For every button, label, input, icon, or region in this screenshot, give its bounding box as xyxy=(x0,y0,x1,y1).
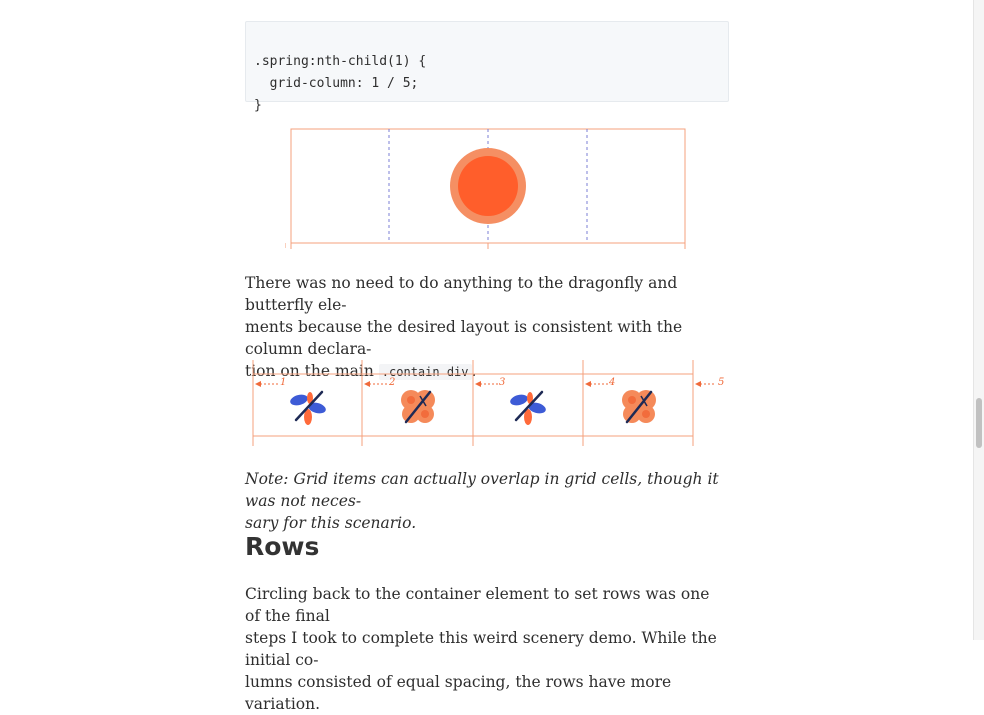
butterfly-icon xyxy=(617,386,661,428)
line-number: 4 xyxy=(609,377,616,388)
sun-circle-icon xyxy=(450,148,526,224)
inline-code: .contain div xyxy=(379,364,472,380)
code-block xyxy=(245,21,729,113)
line-number: 1 xyxy=(280,377,287,388)
paragraph-line: steps I took to complete this weird scenery demo. While the initial co- xyxy=(245,629,717,669)
paragraph-line: tion on the main xyxy=(245,362,379,380)
dragonfly-icon xyxy=(506,388,550,428)
paragraph-line: Circling back to the container element to set rows was one of the final xyxy=(245,585,710,625)
paragraph-line: There was no need to do anything to the dragonfly and butterfly ele- xyxy=(245,274,678,314)
scrollbar[interactable] xyxy=(973,0,984,640)
section-heading-rows: Rows xyxy=(245,532,320,561)
paragraph-rows xyxy=(245,583,729,715)
paragraph-line: ments because the desired layout is consistent with the column declara- xyxy=(245,318,683,358)
paragraph-line: . xyxy=(471,362,477,380)
butterfly-icon xyxy=(396,386,440,428)
line-number: 3 xyxy=(499,377,506,388)
code-line: } xyxy=(254,98,262,113)
paragraph-line: lumns consisted of equal spacing, the rows have more variation. xyxy=(245,673,672,713)
paragraph-line: Note: Grid items can actually overlap in grid cells, though it was not neces- xyxy=(245,470,719,510)
note-paragraph xyxy=(245,468,729,534)
line-number: 2 xyxy=(389,377,396,388)
line-number: 5 xyxy=(718,377,725,388)
bottom-ticks xyxy=(291,243,685,249)
code-line: grid-column: 1 / 5; xyxy=(254,76,419,91)
code-line: .spring:nth-child(1) { xyxy=(254,54,427,69)
paragraph-line: sary for this scenario. xyxy=(245,514,417,532)
scrollbar-thumb[interactable] xyxy=(976,398,982,448)
dragonfly-icon xyxy=(286,388,330,428)
grid-sun-figure xyxy=(285,124,693,252)
